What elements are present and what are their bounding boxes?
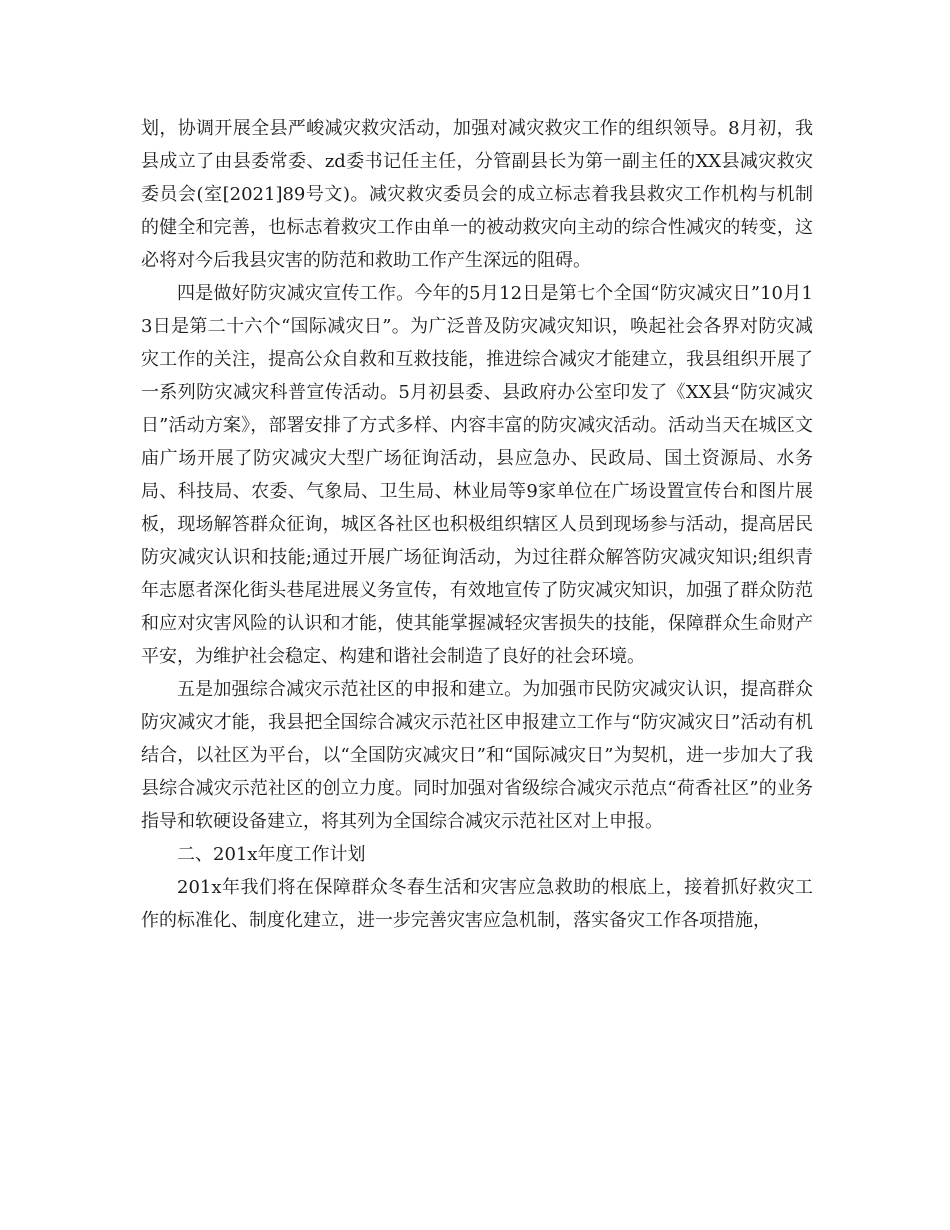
paragraph-disaster-publicity: 四是做好防灾减灾宣传工作。今年的5月12日是第七个全国“防灾减灾日”10月13日是第二十六个“国际减灾日”。为广泛普及防灾减灾知识，唤起社会各界对防灾减灾工作的关注，提高公众自救和互救技能，推进综合减灾才能建立，我县组织开展了一系列防灾减灾科普宣传活动。5月初县委、县政府办公室印发了《XX县“防灾减灾日”活动方案》，部署安排了方式多样、内容丰富的防灾减灾活动。活动当天在城区文庙广场开展了防灾减灾大型广场征询活动，县应急办、民政局、国土资源局、水务局、科技局、农委、气象局、卫生局、林业局等9家单位在广场设置宣传台和图片展板，现场解答群众征询，城区各社区也积极组织辖区人员到现场参与活动，提高居民防灾减灾认识和技能;通过开展广场征询活动，为过往群众解答防灾减灾知识;组织青年志愿者深化街头巷尾进展义务宣传，有效地宣传了防灾减灾知识，加强了群众防范和应对灾害风险的认识和才能，使其能掌握减轻灾害损失的技能，保障群众生命财产平安，为维护社会稳定、构建和谐社会制造了良好的社会环境。 <box>141 283 813 667</box>
paragraph-organization-leadership: 划，协调开展全县严峻减灾救灾活动，加强对减灾救灾工作的组织领导。8月初，我县成立了由县委常委、zd委书记任主任，分管副县长为第一副主任的XX县减灾救灾委员会(室[2021]89号文)。减灾救灾委员会的成立标志着我县救灾工作机构与机制的健全和完善，也标志着救灾工作由单一的被动救灾向主动的综合性减灾的转变，这必将对今后我县灾害的防范和救助工作产生深远的阻碍。 <box>141 118 813 271</box>
paragraph-work-plan: 201x年我们将在保障群众冬春生活和灾害应急救助的根底上，接着抓好救灾工作的标准化、制度化建立，进一步完善灾害应急机制，落实备灾工作各项措施， <box>141 877 813 931</box>
document-body <box>141 112 813 937</box>
paragraph-demonstration-community: 五是加强综合减灾示范社区的申报和建立。为加强市民防灾减灾认识，提高群众防灾减灾才能，我县把全国综合减灾示范社区申报建立工作与“防灾减灾日”活动有机结合，以社区为平台，以“全国防灾减灾日”和“国际减灾日”为契机，进一步加大了我县综合减灾示范社区的创立力度。同时加强对省级综合减灾示范点“荷香社区”的业务指导和软硬设备建立，将其列为全国综合减灾示范社区对上申报。 <box>141 679 813 832</box>
section-heading-work-plan: 二、201x年度工作计划 <box>177 844 366 865</box>
